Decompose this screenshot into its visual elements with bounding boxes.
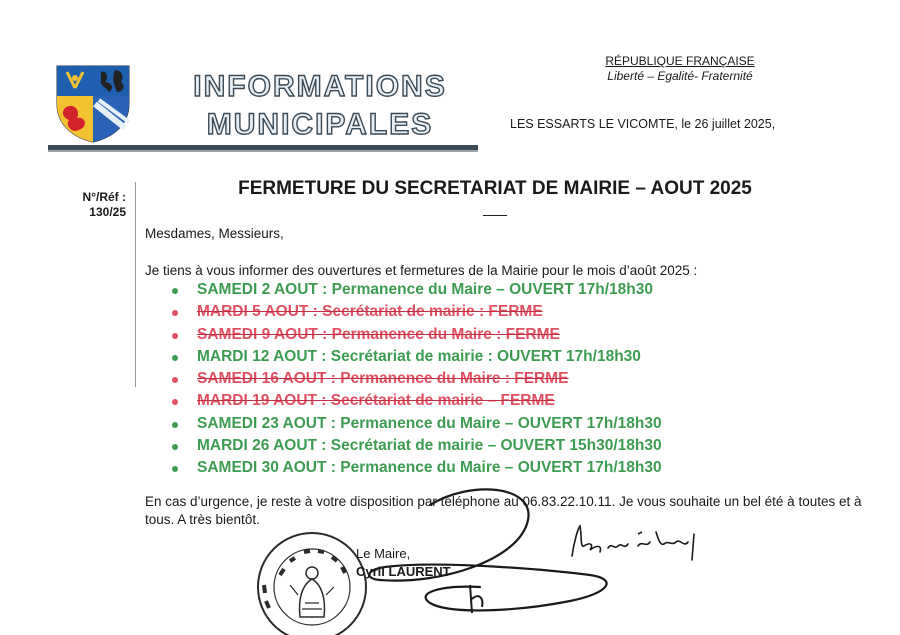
reference-block [70,190,126,220]
document-title: FERMETURE DU SECRETARIAT DE MAIRIE – AOUT 2025 [238,178,752,199]
signatory-role: Le Maire, [356,546,411,561]
coat-of-arms-icon [55,64,131,144]
schedule-item [172,390,662,412]
bullet-icon [172,333,178,339]
handwritten-note-icon [568,522,708,564]
header-rule [48,145,478,152]
title-underline [483,215,507,216]
schedule-item-text: SAMEDI 23 AOUT : Permanence du Maire – OUVERT 17h/18h30 [197,414,662,432]
banner-line-2: MUNICIPALES [206,108,434,141]
reference-label: N°/Réf : [82,190,126,204]
schedule-item-text: MARDI 26 AOUT : Secrétariat de mairie – OUVERT 15h30/18h30 [197,437,662,455]
bullet-icon [172,288,178,294]
bullet-icon [172,422,178,428]
bullet-icon [172,399,178,405]
salutation: Mesdames, Messieurs, [145,226,284,241]
bullet-icon [172,377,178,383]
republic-motto: Liberté – Egalité- Fraternité [607,69,753,83]
signatory-name: Cyril LAURENT [356,564,451,579]
place-date: LES ESSARTS LE VICOMTE, le 26 juillet 2025, [510,117,776,131]
bullet-icon [172,444,178,450]
signature-block [356,545,451,581]
schedule-item-text: SAMEDI 30 AOUT : Permanence du Maire – OUVERT 17h/18h30 [197,459,662,477]
bullet-icon [172,355,178,361]
closing-text: En cas d’urgence, je reste à votre disposition par téléphone au 06.83.22.10.11. Je vous souhaite un bel été à toutes et à tous. A très bientôt. [145,494,862,527]
schedule-item [172,279,662,301]
schedule-item [172,413,662,435]
schedule-item-text: MARDI 5 AOUT : Secrétariat de mairie : FERME [197,303,543,321]
intro-text: Je tiens à vous informer des ouvertures et fermetures de la Mairie pour le mois d’août 2025 : [145,263,698,278]
schedule-item [172,346,662,368]
republic-name: RÉPUBLIQUE FRANÇAISE [605,54,755,68]
bullet-icon [172,466,178,472]
schedule-item-text: SAMEDI 2 AOUT : Permanence du Maire – OUVERT 17h/18h30 [197,281,653,298]
republic-heading [555,54,805,83]
banner-line-1: INFORMATIONS [193,70,447,103]
schedule-item-text: SAMEDI 16 AOUT : Permanence du Maire : FERME [197,370,569,388]
schedule-item-text: MARDI 19 AOUT : Secrétariat de mairie – FERME [197,392,555,410]
reference-number: 130/25 [89,205,126,219]
official-seal-icon [250,525,370,635]
schedule-item-text: SAMEDI 9 AOUT : Permanence du Maire : FERME [197,325,560,343]
bullet-icon [172,310,178,316]
margin-divider [135,182,136,387]
schedule-item [172,368,662,390]
banner-title [180,68,460,144]
schedule-item [172,301,662,323]
schedule-item-text: MARDI 12 AOUT : Secrétariat de mairie : OUVERT 17h/18h30 [197,347,641,365]
schedule-item [172,435,662,457]
schedule-item [172,324,662,346]
schedule-list [172,279,662,480]
